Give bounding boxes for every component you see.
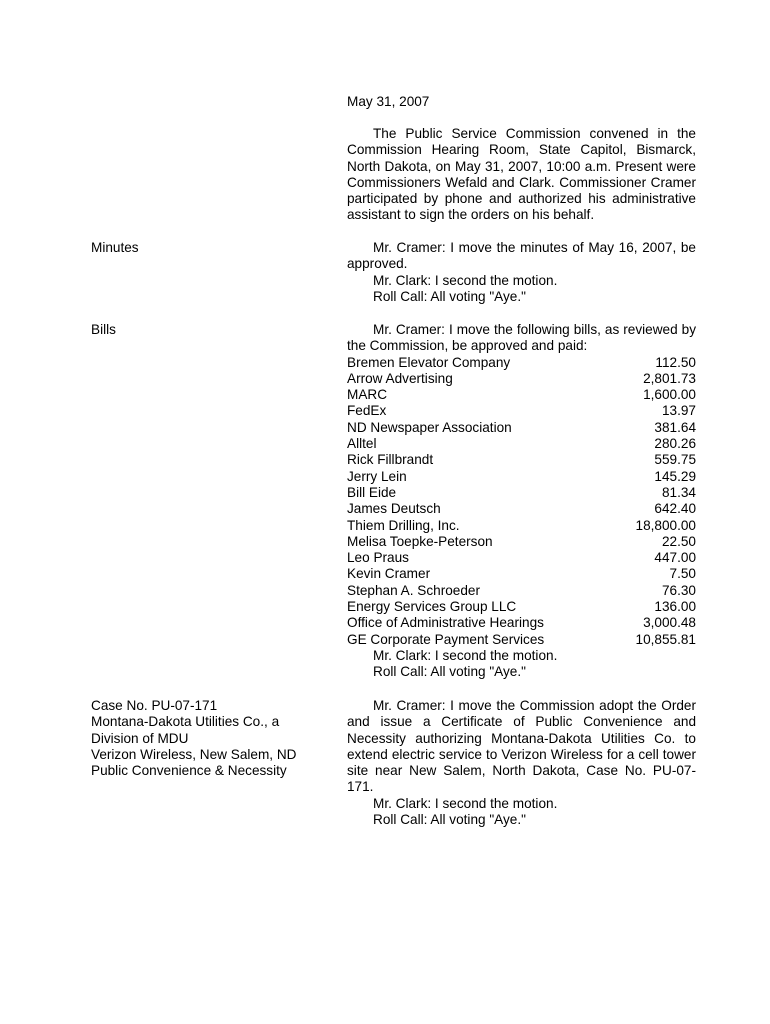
bill-amount: 81.34 — [661, 484, 696, 500]
bill-row — [347, 550, 696, 566]
bill-payee: Office of Administrative Hearings — [347, 615, 544, 631]
intro-paragraph: The Public Service Commission convened in the Commission Hearing Room, State Capitol, Bismarck, North Dakota, on May 31, 2007, 10:00 a.m. Present were Commissioners Wefald and Clark. Commissioner Cramer participated by phone and authorized his administrative assistant to sign the orders on his behalf. — [347, 126, 696, 223]
bill-row — [347, 632, 696, 648]
bill-payee: Jerry Lein — [347, 468, 407, 484]
bill-payee: Bremen Elevator Company — [347, 354, 511, 370]
case-customer: Verizon Wireless, New Salem, ND — [91, 746, 297, 762]
case-division: Division of MDU — [91, 730, 189, 746]
bill-payee: GE Corporate Payment Services — [347, 631, 545, 647]
bill-amount: 145.29 — [654, 468, 696, 484]
bill-list — [347, 355, 696, 648]
bill-amount: 18,800.00 — [635, 517, 696, 533]
bill-row — [347, 485, 696, 501]
bill-payee: Energy Services Group LLC — [347, 599, 517, 615]
bill-row — [347, 387, 696, 403]
bill-amount: 10,855.81 — [635, 631, 696, 647]
bill-row — [347, 469, 696, 485]
bill-payee: Alltel — [347, 436, 377, 452]
bill-row — [347, 355, 696, 371]
bill-row — [347, 518, 696, 534]
bill-amount: 136.00 — [654, 599, 696, 615]
bill-amount: 76.30 — [661, 582, 696, 598]
bill-payee: MARC — [347, 387, 388, 403]
bills-label: Bills — [91, 322, 116, 337]
bill-row — [347, 583, 696, 599]
bill-row — [347, 615, 696, 631]
case-number: Case No. PU-07-171 — [91, 698, 218, 713]
bill-payee: Melisa Toepke-Peterson — [347, 533, 493, 549]
bill-payee: ND Newspaper Association — [347, 419, 512, 435]
bill-amount: 2,801.73 — [643, 370, 696, 386]
bill-amount: 559.75 — [654, 452, 696, 468]
bill-payee: James Deutsch — [347, 501, 441, 517]
bill-amount: 642.40 — [654, 501, 696, 517]
bill-payee: Rick Fillbrandt — [347, 452, 434, 468]
case-second: Mr. Clark: I second the motion. — [373, 795, 558, 811]
bill-amount: 1,600.00 — [643, 387, 696, 403]
bill-row — [347, 566, 696, 582]
bill-amount: 13.97 — [661, 403, 696, 419]
bills-roll-call: Roll Call: All voting "Aye." — [373, 664, 526, 680]
case-company: Montana-Dakota Utilities Co., a — [91, 714, 280, 730]
bill-row — [347, 534, 696, 550]
bills-second: Mr. Clark: I second the motion. — [373, 647, 558, 663]
bill-amount: 280.26 — [654, 436, 696, 452]
bill-amount: 7.50 — [669, 566, 696, 582]
bill-amount: 22.50 — [661, 533, 696, 549]
bill-payee: FedEx — [347, 403, 387, 419]
case-roll-call: Roll Call: All voting "Aye." — [373, 812, 526, 828]
bill-row — [347, 501, 696, 517]
bill-amount: 112.50 — [655, 354, 696, 370]
bill-payee: Bill Eide — [347, 484, 397, 500]
bill-row — [347, 436, 696, 452]
minutes-motion: Mr. Cramer: I move the minutes of May 16, 2007, be approved. — [347, 240, 696, 272]
minutes-label: Minutes — [91, 240, 139, 255]
meeting-date: May 31, 2007 — [347, 94, 430, 109]
bill-payee: Thiem Drilling, Inc. — [347, 517, 460, 533]
bill-payee: Stephan A. Schroeder — [347, 582, 481, 598]
case-type: Public Convenience & Necessity — [91, 763, 287, 779]
case-motion: Mr. Cramer: I move the Commission adopt the Order and issue a Certificate of Public Convenience and Necessity authorizing Montana-Dakota Utilities Co. to extend electric service to Verizon Wireless for a cell tower site near New Salem, North Dakota, Case No. PU-07-171. — [347, 698, 696, 795]
bill-row — [347, 403, 696, 419]
bill-row — [347, 420, 696, 436]
bill-payee: Arrow Advertising — [347, 370, 453, 386]
bill-row — [347, 599, 696, 615]
bill-payee: Leo Praus — [347, 550, 409, 566]
bill-amount: 447.00 — [654, 550, 696, 566]
minutes-roll-call: Roll Call: All voting "Aye." — [373, 288, 526, 304]
bills-motion: Mr. Cramer: I move the following bills, as reviewed by the Commission, be approved and paid: — [347, 322, 696, 354]
bill-amount: 3,000.48 — [643, 615, 696, 631]
minutes-second: Mr. Clark: I second the motion. — [373, 272, 558, 288]
bill-row — [347, 452, 696, 468]
bill-payee: Kevin Cramer — [347, 566, 431, 582]
bill-amount: 381.64 — [654, 419, 696, 435]
bill-row — [347, 371, 696, 387]
